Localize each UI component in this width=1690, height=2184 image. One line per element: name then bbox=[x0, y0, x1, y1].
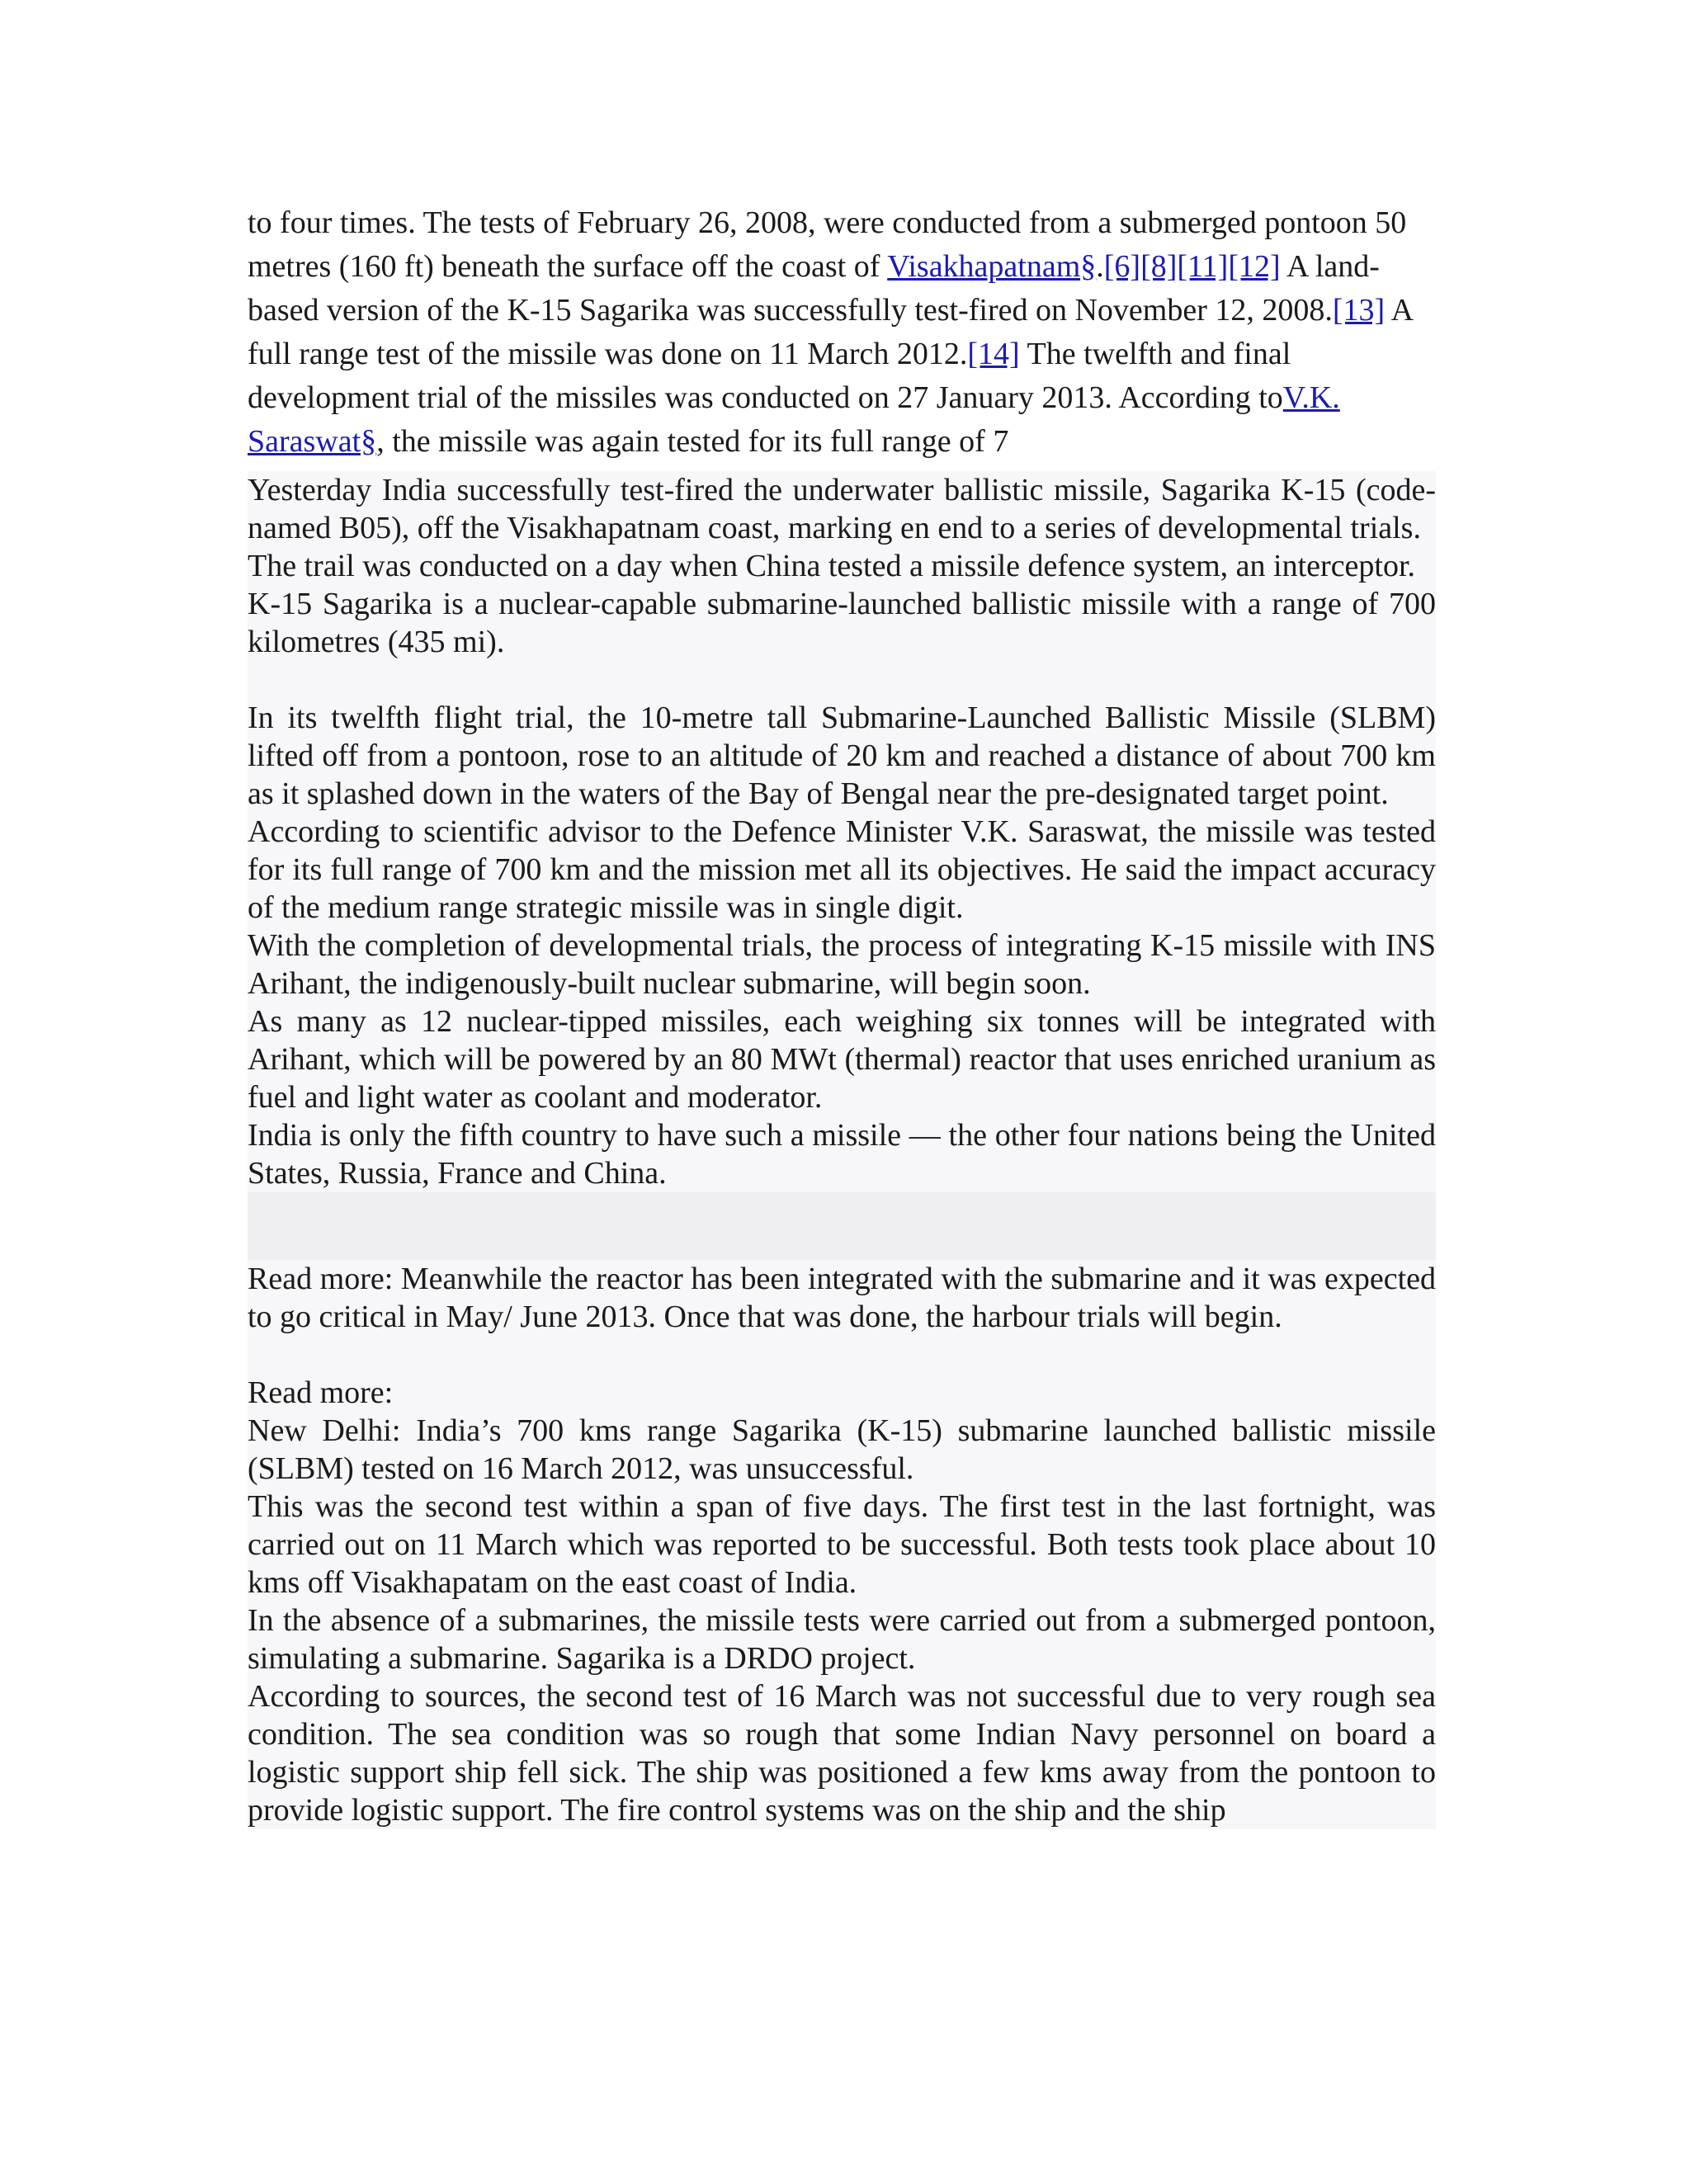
wiki-text: . bbox=[1096, 249, 1104, 284]
paragraph: In the absence of a submarines, the missile tests were carried out from a submerged pontoon, simulating a submarine. Sagarika is a DRDO project. bbox=[248, 1603, 1436, 1676]
paragraph: With the completion of developmental trials, the process of integrating K-15 missile with INS Arihant, the indigenously-built nuclear submarine, will begin soon. bbox=[248, 928, 1436, 1001]
paragraph: The trail was conducted on a day when China tested a missile defence system, an interceptor. bbox=[248, 549, 1416, 583]
paragraph: This was the second test within a span of five days. The first test in the last fortnight, was carried out on 11 March which was reported to be successful. Both tests took place about 10 kms off Visakhapatam on the east coast of India. bbox=[248, 1489, 1436, 1600]
paragraph: New Delhi: India’s 700 kms range Sagarika (K-15) submarine launched ballistic missile (SLBM) tested on 16 March 2012, was unsuccessful. bbox=[248, 1413, 1436, 1486]
paragraph: Yesterday India successfully test-fired the underwater ballistic missile, Sagarika K-15 (code-named B05), off the Visakhapatnam coast, marking en end to a series of developmental trials. bbox=[248, 473, 1436, 545]
reference-link-13[interactable]: [13] bbox=[1332, 293, 1386, 328]
wiki-text: The twelfth and final development trial of the missiles was conducted on 27 January 2013. According to bbox=[248, 337, 1291, 415]
wiki-text: A full range test of the missile was done on 11 March 2012. bbox=[248, 293, 1412, 371]
wiki-text: to four times. The tests of February 26, 2008, were conducted from a submerged pontoon 50 metres (160 ft) beneath the surface off the coast of bbox=[248, 205, 1407, 284]
vk-saraswat-link[interactable]: V.K. Saraswat§ bbox=[248, 380, 1340, 459]
paragraph: In its twelfth flight trial, the 10-metre tall Submarine-Launched Ballistic Missile (SLBM) lifted off from a pontoon, rose to an altitude of 20 km and reached a distance of about 700 km as it splashed down in the waters of the Bay of Bengal near the pre-designated target point. bbox=[248, 700, 1436, 811]
paragraph: According to sources, the second test of 16 March was not successful due to very rough sea condition. The sea condition was so rough that some Indian Navy personnel on board a logistic support ship fell sick. The ship was positioned a few kms away from the pontoon to provide logistic support. The fire control systems was on the ship and the ship bbox=[248, 1679, 1436, 1828]
visakhapatnam-link[interactable]: Visakhapatnam§ bbox=[887, 249, 1097, 284]
reference-link-8[interactable]: [8] bbox=[1140, 249, 1178, 284]
news-article bbox=[248, 471, 1436, 1829]
paragraph: K-15 Sagarika is a nuclear-capable submarine-launched ballistic missile with a range of 700 kilometres (435 mi). bbox=[248, 587, 1436, 659]
paragraph-spacer bbox=[248, 1336, 1436, 1374]
paragraph: As many as 12 nuclear-tipped missiles, each weighing six tonnes will be integrated with Arihant, which will be powered by an 80 MWt (thermal) reactor that uses enriched uranium as fuel and light water as coolant and moderator. bbox=[248, 1004, 1436, 1115]
reference-link-14[interactable]: [14] bbox=[967, 337, 1020, 371]
reference-link-12[interactable]: [12] bbox=[1228, 249, 1281, 284]
reference-link-11[interactable]: [11] bbox=[1177, 249, 1229, 284]
paragraph-spacer bbox=[248, 661, 1436, 699]
paragraph: According to scientific advisor to the Defence Minister V.K. Saraswat, the missile was tested for its full range of 700 km and the mission met all its objectives. He said the impact accuracy of the medium range strategic missile was in single digit. bbox=[248, 814, 1436, 925]
reference-link-6[interactable]: [6] bbox=[1103, 249, 1141, 284]
read-more-label: Read more: bbox=[248, 1375, 394, 1410]
read-more-paragraph: Read more: Meanwhile the reactor has been integrated with the submarine and it was expected to go critical in May/ June 2013. Once that was done, the harbour trials will begin. bbox=[248, 1262, 1436, 1334]
wiki-text: A land-based version of the K-15 Sagarika was successfully test-fired on November 12, 2008. bbox=[248, 249, 1380, 328]
section-divider-band bbox=[248, 1192, 1436, 1260]
paragraph: India is only the fifth country to have such a missile — the other four nations being the United States, Russia, France and China. bbox=[248, 1118, 1436, 1191]
wiki-text: , the missile was again tested for its full range of 7 bbox=[376, 424, 1009, 459]
wiki-excerpt bbox=[248, 201, 1436, 464]
